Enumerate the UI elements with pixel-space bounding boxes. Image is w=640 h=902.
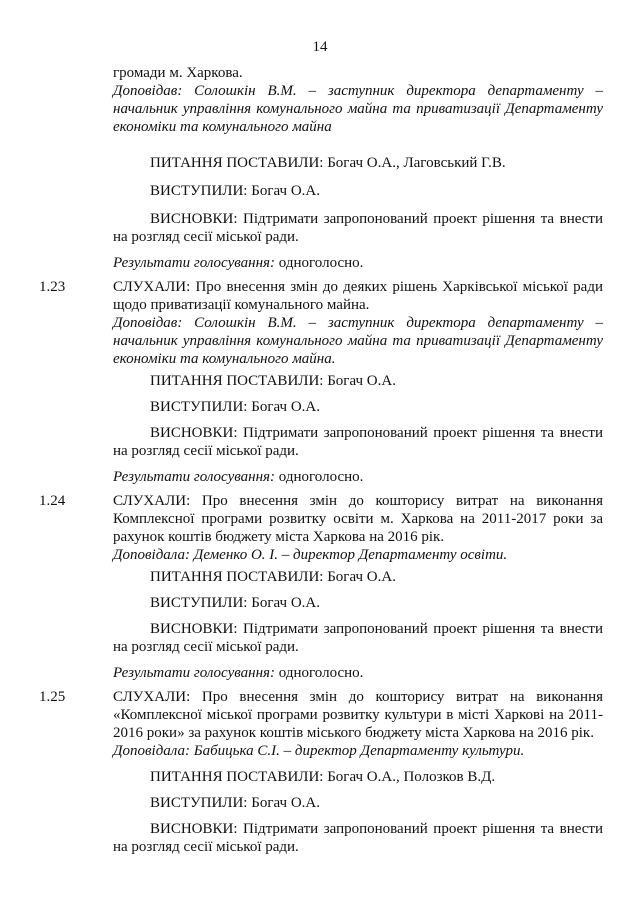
document-body <box>39 64 603 856</box>
vote-value: одноголосно. <box>275 665 364 681</box>
conclusions-text: ВИСНОВКИ: Підтримати запропонований проект рішення та внести на розгляд сесії міської ради. <box>113 425 603 459</box>
questions-text: ПИТАННЯ ПОСТАВИЛИ: Богач О.А., Полозков В.Д. <box>150 769 496 785</box>
speakers-text: ВИСТУПИЛИ: Богач О.А. <box>150 595 320 611</box>
item-number: 1.23 <box>39 279 66 295</box>
reporter-text: Доповідала: Бабицька С.І. – директор Департаменту культури. <box>113 743 525 759</box>
item-number: 1.24 <box>39 493 66 509</box>
questions-text: ПИТАННЯ ПОСТАВИЛИ: Богач О.А. <box>150 569 396 585</box>
vote-result <box>113 468 603 486</box>
reporter-text: Доповідав: Солошкін В.М. – заступник директора департаменту – начальник управління комунального майна та приватизації Департаменту економіки та комунального майна <box>113 83 603 135</box>
page-number: 14 <box>312 39 328 55</box>
heard-text: СЛУХАЛИ: Про внесення змін до кошторису витрат на виконання Комплексної програми розвитку освіти м. Харкова на 2011-2017 роки за рахунок коштів бюджету міста Харкова на 2016 рік. <box>113 493 603 545</box>
reporter-text: Доповідала: Деменко О. І. – директор Департаменту освіти. <box>113 547 508 563</box>
heard-text: СЛУХАЛИ: Про внесення змін до деяких рішень Харківської міської ради щодо приватизації комунального майна. <box>113 279 603 313</box>
vote-label: Результати голосування: <box>113 469 276 485</box>
intro-section <box>113 64 603 272</box>
vote-value: одноголосно. <box>275 255 364 271</box>
heard-text: СЛУХАЛИ: Про внесення змін до кошторису витрат на виконання «Комплексної міської програми розвитку культури в місті Харкові на 2011-2016 роки» за рахунок коштів міського бюджету міста Харкова на 2016 рік. <box>113 689 603 741</box>
vote-label: Результати голосування: <box>113 665 276 681</box>
conclusions-text: ВИСНОВКИ: Підтримати запропонований проект рішення та внести на розгляд сесії міської ради. <box>113 211 603 245</box>
agenda-item <box>39 492 603 682</box>
agenda-item <box>39 278 603 486</box>
vote-label: Результати голосування: <box>113 255 276 271</box>
vote-result <box>113 664 603 682</box>
continuation-text: громади м. Харкова. <box>113 65 243 81</box>
speakers-text: ВИСТУПИЛИ: Богач О.А. <box>150 399 320 415</box>
item-number: 1.25 <box>39 689 66 705</box>
speakers-text: ВИСТУПИЛИ: Богач О.А. <box>150 795 320 811</box>
conclusions-text: ВИСНОВКИ: Підтримати запропонований проект рішення та внести на розгляд сесії міської ради. <box>113 621 603 655</box>
vote-result <box>113 254 603 272</box>
agenda-item <box>39 688 603 856</box>
reporter-text: Доповідав: Солошкін В.М. – заступник директора департаменту – начальник управління комунального майна та приватизації Департаменту економіки та комунального майна. <box>113 315 603 367</box>
vote-value: одноголосно. <box>275 469 364 485</box>
questions-text: ПИТАННЯ ПОСТАВИЛИ: Богач О.А. <box>150 373 396 389</box>
speakers-text: ВИСТУПИЛИ: Богач О.А. <box>150 183 320 199</box>
conclusions-text: ВИСНОВКИ: Підтримати запропонований проект рішення та внести на розгляд сесії міської ради. <box>113 821 603 855</box>
questions-text: ПИТАННЯ ПОСТАВИЛИ: Богач О.А., Лаговський Г.В. <box>150 155 506 171</box>
